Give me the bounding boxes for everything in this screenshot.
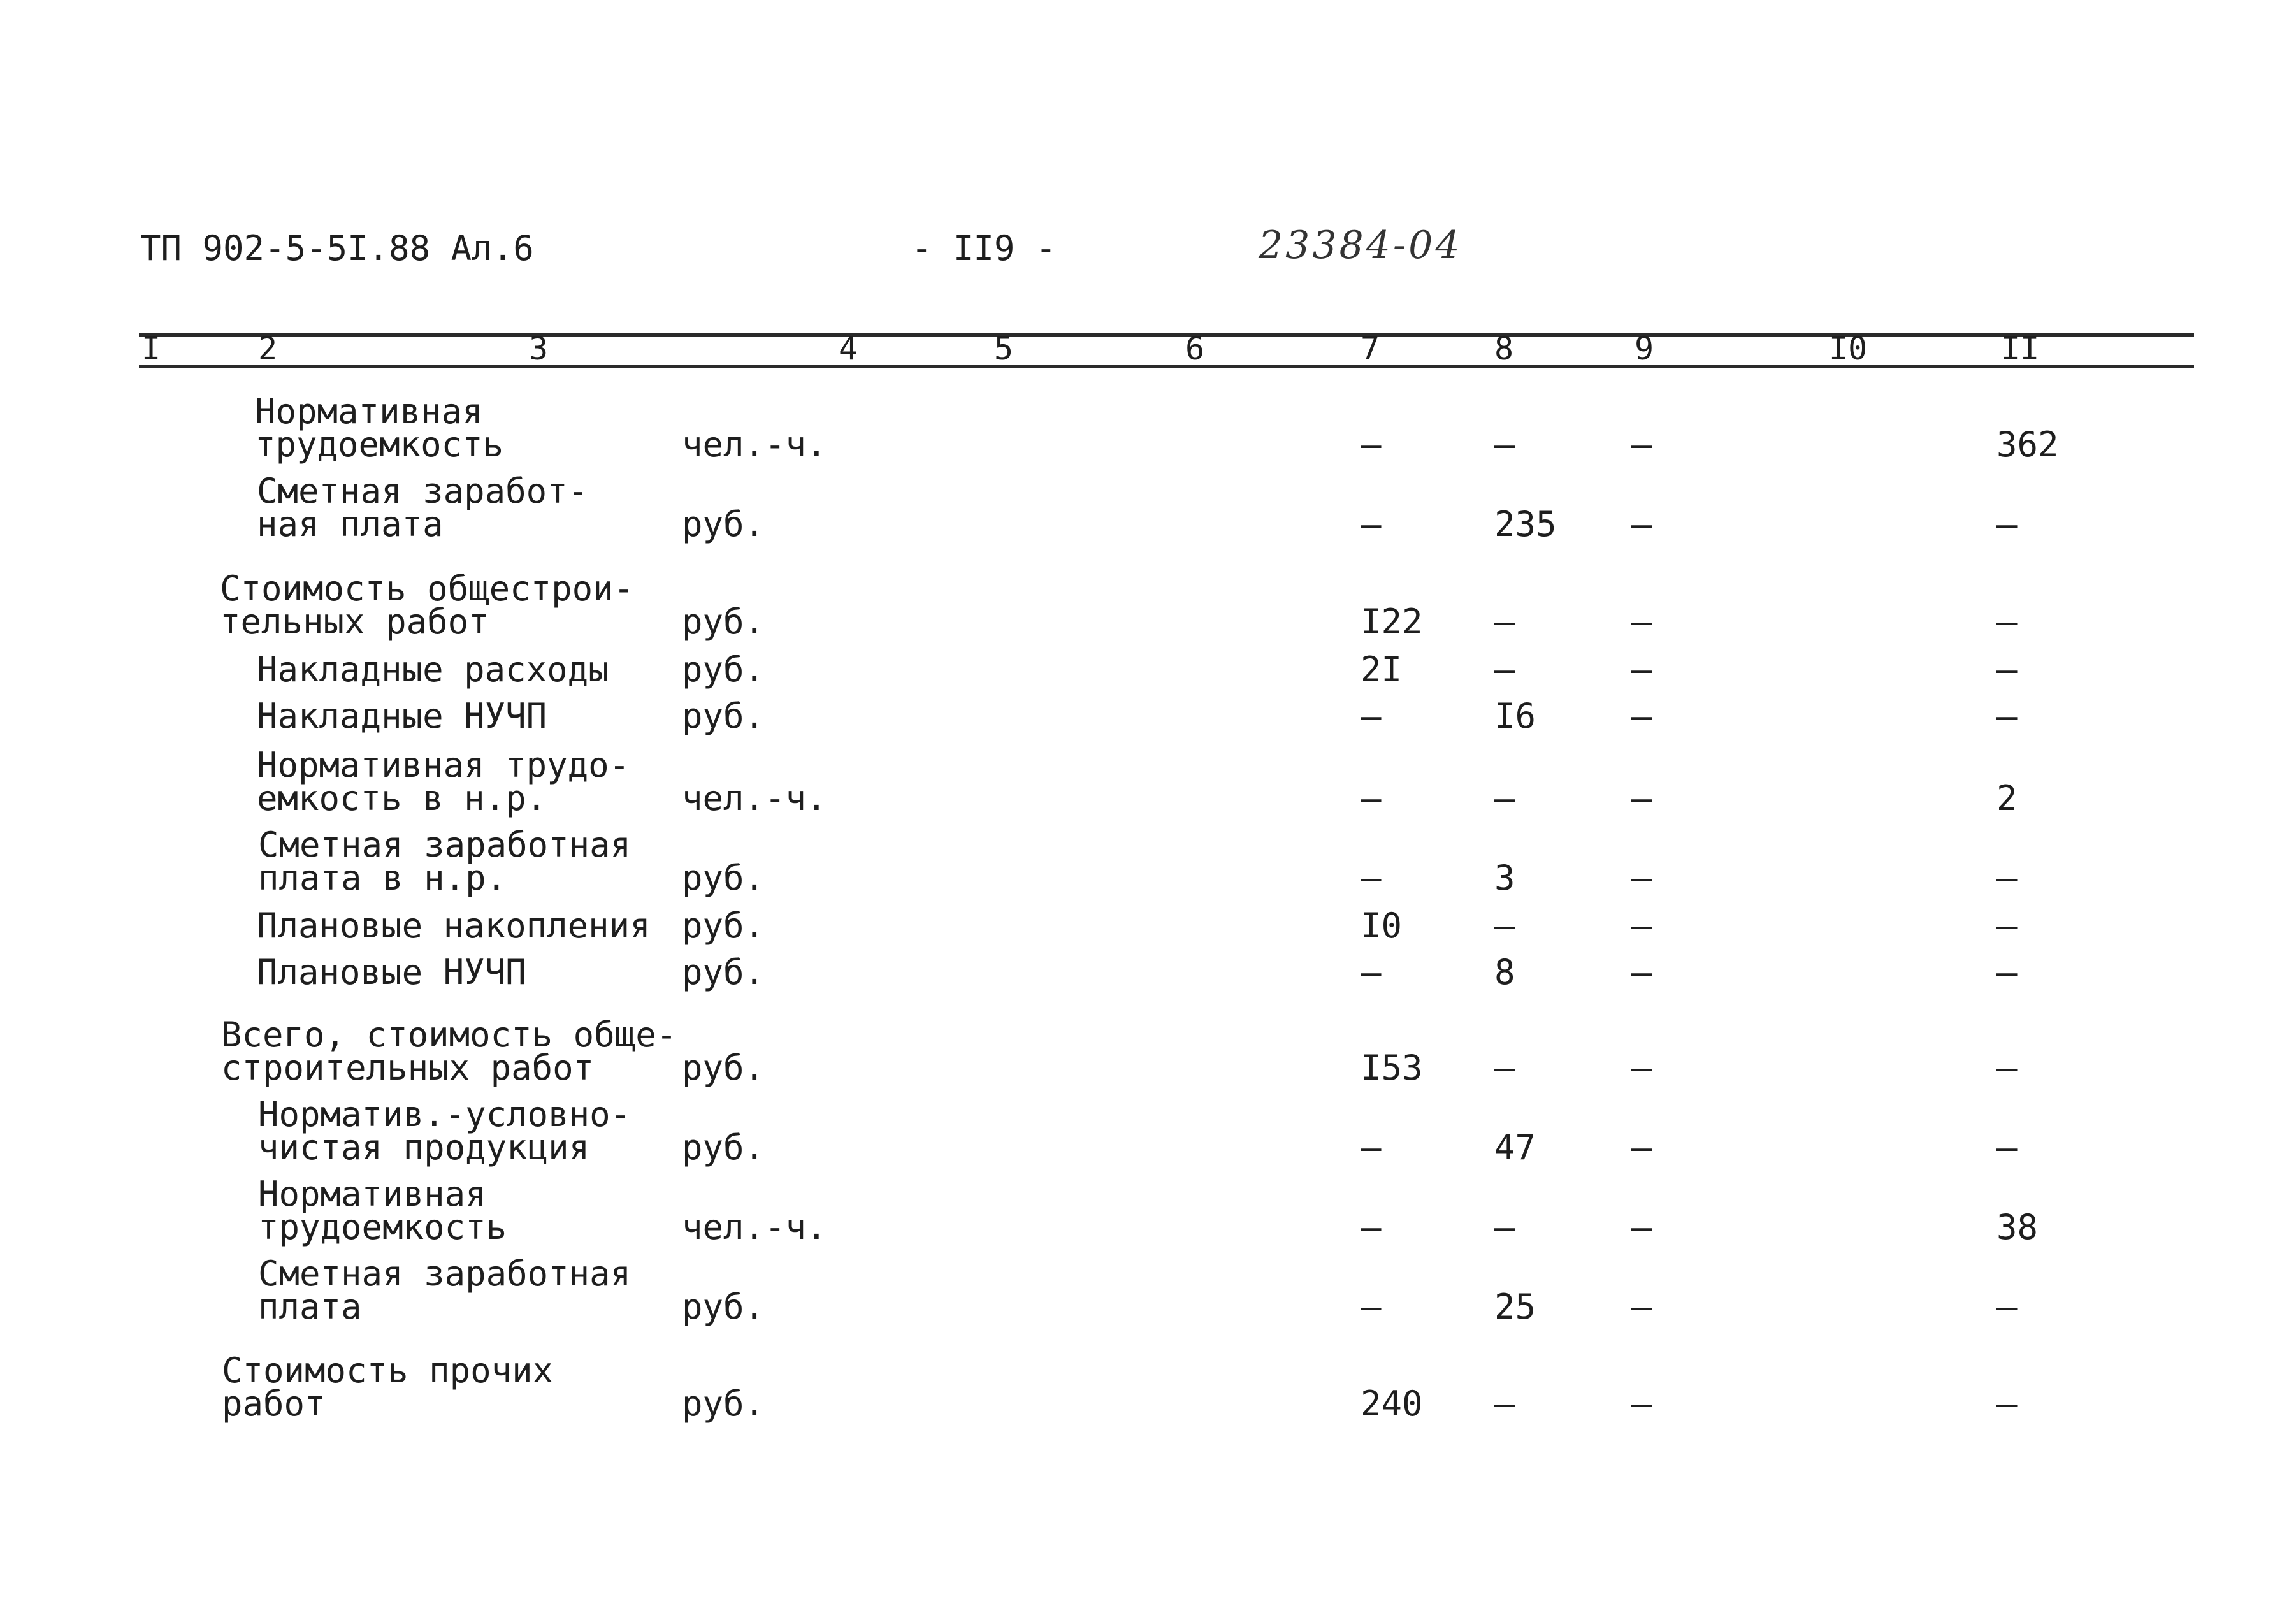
page-number: - II9 - [911, 228, 1057, 268]
row-label: Стоимость прочих работ [222, 1350, 554, 1424]
row-label: Сметная заработная плата в н.р. [258, 825, 632, 898]
row-value-col8: I6 [1494, 696, 1536, 736]
row-value-col11: – [1996, 696, 2018, 736]
row-label: Всего, стоимость обще- строительных работ [221, 1015, 677, 1088]
row-value-col11: – [1996, 952, 2018, 992]
row-value-col9: – [1631, 1287, 1652, 1327]
row-label: Сметная заработ- ная плата [257, 471, 589, 544]
row-value-col7: 240 [1361, 1384, 1423, 1424]
column-number: II [2001, 330, 2040, 367]
row-label: Нормативная трудо- емкость в н.р. [257, 745, 630, 818]
row-value-col8: – [1494, 1207, 1515, 1247]
row-value-col11: – [1996, 649, 2018, 690]
row-value-col11: – [1996, 906, 2018, 946]
column-number: 2 [258, 330, 278, 367]
row-unit: руб. [682, 906, 765, 946]
row-label: Плановые НУЧП [257, 952, 526, 992]
row-value-col11: – [1996, 1287, 2018, 1327]
row-value-col9: – [1631, 858, 1652, 898]
column-number: I0 [1829, 330, 1868, 367]
row-value-col8: – [1494, 424, 1515, 465]
row-value-col11: – [1996, 1384, 2018, 1424]
row-unit: руб. [682, 649, 765, 690]
row-unit: руб. [682, 952, 765, 992]
row-value-col7: – [1361, 778, 1382, 818]
row-value-col11: – [1996, 1127, 2018, 1168]
row-unit: руб. [682, 858, 765, 898]
stamp-number: 23384-04 [1259, 223, 1462, 268]
row-value-col9: – [1631, 1207, 1652, 1247]
row-value-col7: – [1361, 952, 1382, 992]
document-code: ТП 902-5-5I.88 Ал.6 [140, 228, 534, 268]
row-value-col7: – [1361, 424, 1382, 465]
table-header-rule [139, 365, 2194, 368]
row-value-col8: 3 [1494, 858, 1515, 898]
row-value-col8: – [1494, 602, 1515, 642]
column-number: I [141, 330, 161, 367]
row-unit: руб. [682, 696, 765, 736]
column-number: 4 [839, 330, 858, 367]
row-value-col9: – [1631, 649, 1652, 690]
row-unit: руб. [682, 1384, 765, 1424]
row-value-col11: – [1996, 858, 2018, 898]
row-label: Накладные НУЧП [257, 696, 547, 736]
row-label: Нормативная трудоемкость [255, 391, 504, 465]
column-number: 6 [1185, 330, 1205, 367]
row-label: Нормативная трудоемкость [258, 1174, 507, 1247]
column-number: 7 [1361, 330, 1380, 367]
column-number: 9 [1635, 330, 1654, 367]
row-value-col11: – [1996, 602, 2018, 642]
row-value-col11: – [1996, 1048, 2018, 1088]
row-value-col9: – [1631, 778, 1652, 818]
row-value-col7: – [1361, 858, 1382, 898]
row-value-col9: – [1631, 602, 1652, 642]
row-label: Накладные расходы [257, 649, 609, 690]
column-number: 3 [529, 330, 549, 367]
row-value-col8: – [1494, 906, 1515, 946]
row-unit: чел.-ч. [682, 424, 827, 465]
row-value-col7: – [1361, 1207, 1382, 1247]
row-value-col9: – [1631, 906, 1652, 946]
row-value-col8: – [1494, 649, 1515, 690]
row-label: Плановые накопления [257, 906, 651, 946]
row-label: Стоимость общестрои- тельных работ [220, 568, 635, 642]
row-value-col11: 362 [1996, 424, 2059, 465]
row-label: Сметная заработная плата [258, 1254, 632, 1327]
row-value-col8: 8 [1494, 952, 1515, 992]
row-value-col8: 25 [1494, 1287, 1536, 1327]
row-value-col9: – [1631, 696, 1652, 736]
row-value-col11: 38 [1996, 1207, 2039, 1247]
row-unit: руб. [682, 504, 765, 544]
row-value-col8: 235 [1494, 504, 1557, 544]
row-unit: чел.-ч. [682, 778, 827, 818]
row-value-col7: – [1361, 504, 1382, 544]
row-unit: руб. [682, 1287, 765, 1327]
row-value-col9: – [1631, 1048, 1652, 1088]
row-value-col7: I0 [1361, 906, 1403, 946]
row-value-col7: I22 [1361, 602, 1423, 642]
column-number: 5 [994, 330, 1014, 367]
row-value-col9: – [1631, 424, 1652, 465]
row-value-col9: – [1631, 952, 1652, 992]
table-top-rule [139, 333, 2194, 337]
row-value-col9: – [1631, 1127, 1652, 1168]
row-unit: руб. [682, 1048, 765, 1088]
row-value-col7: – [1361, 1287, 1382, 1327]
row-value-col7: – [1361, 1127, 1382, 1168]
row-value-col11: – [1996, 504, 2018, 544]
row-unit: руб. [682, 602, 765, 642]
row-value-col9: – [1631, 1384, 1652, 1424]
row-unit: руб. [682, 1127, 765, 1168]
row-value-col8: – [1494, 1048, 1515, 1088]
column-number: 8 [1494, 330, 1514, 367]
row-value-col8: – [1494, 1384, 1515, 1424]
row-value-col7: – [1361, 696, 1382, 736]
row-value-col7: I53 [1361, 1048, 1423, 1088]
row-value-col8: – [1494, 778, 1515, 818]
row-label: Норматив.-условно- чистая продукция [258, 1094, 632, 1168]
row-value-col8: 47 [1494, 1127, 1536, 1168]
row-value-col7: 2I [1361, 649, 1403, 690]
row-value-col9: – [1631, 504, 1652, 544]
row-unit: чел.-ч. [682, 1207, 827, 1247]
row-value-col11: 2 [1996, 778, 2018, 818]
